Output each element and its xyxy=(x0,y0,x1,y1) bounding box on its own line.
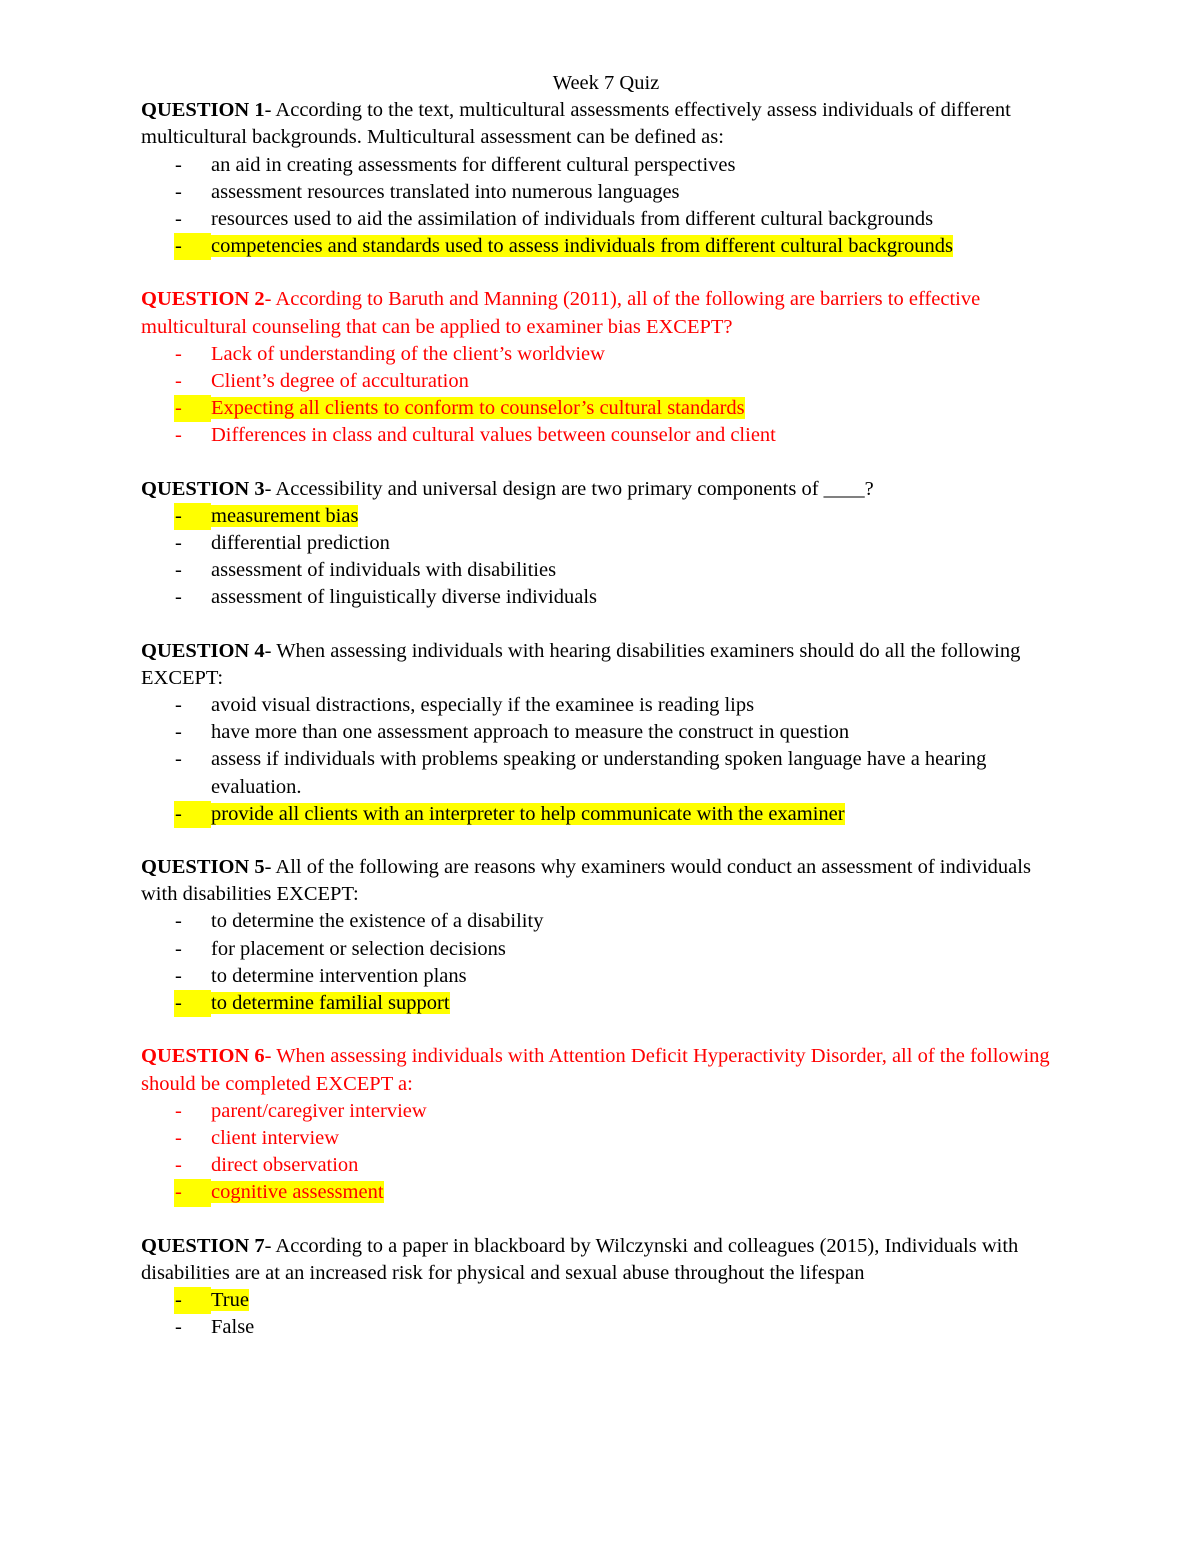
answer-option xyxy=(141,422,1071,449)
answer-option xyxy=(141,206,1071,233)
bullet-dash: - xyxy=(175,748,182,771)
answer-option-text: False xyxy=(211,1316,255,1339)
answer-options xyxy=(141,341,1071,450)
bullet-dash: - xyxy=(175,153,182,176)
answer-option-text: avoid visual distractions, especially if the examinee is reading lips xyxy=(211,694,755,717)
question-text: - According to the text, multicultural assessments effectively assess individuals of different multicultural backgrounds. Multicultural assessment can be defined as: xyxy=(141,99,1011,149)
bullet-dash: - xyxy=(174,395,211,422)
question-4 xyxy=(141,638,1071,828)
bullet-dash: - xyxy=(175,1099,182,1122)
answer-option xyxy=(141,963,1071,990)
bullet-dash: - xyxy=(174,801,211,828)
question-label: QUESTION 1 xyxy=(141,99,265,122)
answer-option xyxy=(141,368,1071,395)
bullet-dash: - xyxy=(175,1316,182,1339)
bullet-dash: - xyxy=(174,233,211,260)
question-label: QUESTION 2 xyxy=(141,288,265,311)
bullet-dash: - xyxy=(175,910,182,933)
question-stem xyxy=(141,476,1071,503)
answer-option-text: Differences in class and cultural values between counselor and client xyxy=(211,424,776,447)
bullet-dash: - xyxy=(175,721,182,744)
question-label: QUESTION 3 xyxy=(141,477,265,500)
answer-options xyxy=(141,1287,1071,1341)
answer-option xyxy=(141,719,1071,746)
bullet-dash: - xyxy=(175,370,182,393)
bullet-dash: - xyxy=(175,694,182,717)
answer-option xyxy=(141,1125,1071,1152)
answer-option-highlighted xyxy=(141,503,1071,530)
answer-option xyxy=(141,557,1071,584)
question-text: - When assessing individuals with hearing disabilities examiners should do all the following EXCEPT: xyxy=(141,639,1021,689)
question-2 xyxy=(141,286,1071,449)
answer-option xyxy=(141,1314,1071,1341)
question-stem xyxy=(141,854,1071,908)
question-stem xyxy=(141,286,1071,340)
question-label: QUESTION 7 xyxy=(141,1234,265,1257)
answer-option xyxy=(141,152,1071,179)
document-title: Week 7 Quiz xyxy=(552,72,660,94)
answer-option xyxy=(141,179,1071,206)
answer-option-text: assessment resources translated into numerous languages xyxy=(211,180,680,203)
bullet-dash: - xyxy=(175,586,182,609)
answer-option-text: Lack of understanding of the client’s worldview xyxy=(211,342,605,365)
answer-option-highlighted xyxy=(141,395,1071,422)
bullet-dash: - xyxy=(175,532,182,555)
question-text: - Accessibility and universal design are two primary components of ____? xyxy=(264,477,874,500)
bullet-dash: - xyxy=(175,559,182,582)
question-stem xyxy=(141,638,1071,692)
answer-option xyxy=(141,584,1071,611)
document-page xyxy=(141,70,1071,1367)
question-stem xyxy=(141,1233,1071,1287)
question-label: QUESTION 4 xyxy=(141,639,265,662)
answer-option-text: direct observation xyxy=(211,1154,359,1177)
answer-option-text: to determine familial support xyxy=(211,992,450,1015)
bullet-dash: - xyxy=(175,180,182,203)
question-label: QUESTION 6 xyxy=(141,1045,265,1068)
question-stem xyxy=(141,97,1071,151)
answer-option-text: True xyxy=(211,1288,249,1311)
answer-option-text: have more than one assessment approach to measure the construct in question xyxy=(211,721,850,744)
answer-options xyxy=(141,692,1071,828)
bullet-dash: - xyxy=(174,503,211,530)
bullet-dash: - xyxy=(175,1154,182,1177)
question-text: - When assessing individuals with Attention Deficit Hyperactivity Disorder, all of the following should be completed EXCEPT a: xyxy=(141,1045,1050,1095)
answer-option-highlighted xyxy=(141,990,1071,1017)
answer-option xyxy=(141,530,1071,557)
bullet-dash: - xyxy=(175,964,182,987)
answer-option-text: Expecting all clients to conform to counselor’s cultural standards xyxy=(211,397,745,420)
answer-option-text: assess if individuals with problems speaking or understanding spoken language have a hearing evaluation. xyxy=(211,748,987,798)
answer-options xyxy=(141,1098,1071,1207)
answer-option-text: to determine intervention plans xyxy=(211,964,467,987)
question-text: - According to Baruth and Manning (2011), all of the following are barriers to effective multicultural counseling that can be applied to examiner bias EXCEPT? xyxy=(141,288,981,338)
question-stem xyxy=(141,1043,1071,1097)
question-1 xyxy=(141,97,1071,260)
bullet-dash: - xyxy=(175,1126,182,1149)
answer-option-highlighted xyxy=(141,1287,1071,1314)
answer-option-text: measurement bias xyxy=(211,504,359,527)
question-7 xyxy=(141,1233,1071,1342)
answer-option-text: an aid in creating assessments for different cultural perspectives xyxy=(211,153,736,176)
question-5 xyxy=(141,854,1071,1017)
answer-options xyxy=(141,908,1071,1017)
answer-option xyxy=(141,1098,1071,1125)
answer-option-text: resources used to aid the assimilation of individuals from different cultural backgrounds xyxy=(211,208,934,231)
answer-option-text: cognitive assessment xyxy=(211,1181,384,1204)
answer-option xyxy=(141,1152,1071,1179)
answer-option-highlighted xyxy=(141,801,1071,828)
answer-option-text: differential prediction xyxy=(211,532,390,555)
bullet-dash: - xyxy=(175,342,182,365)
answer-option-highlighted xyxy=(141,233,1071,260)
answer-option-text: Client’s degree of acculturation xyxy=(211,370,469,393)
answer-option xyxy=(141,746,1071,800)
answer-options xyxy=(141,152,1071,261)
answer-option-text: to determine the existence of a disability xyxy=(211,910,544,933)
answer-option-text: for placement or selection decisions xyxy=(211,937,506,960)
answer-option xyxy=(141,341,1071,368)
answer-option-text: assessment of individuals with disabilities xyxy=(211,559,557,582)
answer-option-text: assessment of linguistically diverse individuals xyxy=(211,586,598,609)
answer-option-text: competencies and standards used to assess individuals from different cultural backgrounds xyxy=(211,235,953,258)
question-list xyxy=(141,97,1071,1341)
answer-option xyxy=(141,908,1071,935)
question-text: - According to a paper in blackboard by Wilczynski and colleagues (2015), Individuals with disabilities are at an increased risk for physical and sexual abuse throughout the lifespan xyxy=(141,1234,1019,1284)
bullet-dash: - xyxy=(174,1287,211,1314)
answer-option-text: parent/caregiver interview xyxy=(211,1099,427,1122)
answer-option-text: provide all clients with an interpreter to help communicate with the examiner xyxy=(211,802,845,825)
bullet-dash: - xyxy=(174,990,211,1017)
question-text: - All of the following are reasons why examiners would conduct an assessment of individuals with disabilities EXCEPT: xyxy=(141,856,1031,906)
answer-option-highlighted xyxy=(141,1179,1071,1206)
answer-option xyxy=(141,936,1071,963)
answer-option-text: client interview xyxy=(211,1126,340,1149)
bullet-dash: - xyxy=(175,937,182,960)
question-label: QUESTION 5 xyxy=(141,856,265,879)
question-3 xyxy=(141,476,1071,612)
bullet-dash: - xyxy=(175,208,182,231)
answer-options xyxy=(141,503,1071,612)
bullet-dash: - xyxy=(174,1179,211,1206)
answer-option xyxy=(141,692,1071,719)
question-6 xyxy=(141,1043,1071,1206)
bullet-dash: - xyxy=(175,424,182,447)
